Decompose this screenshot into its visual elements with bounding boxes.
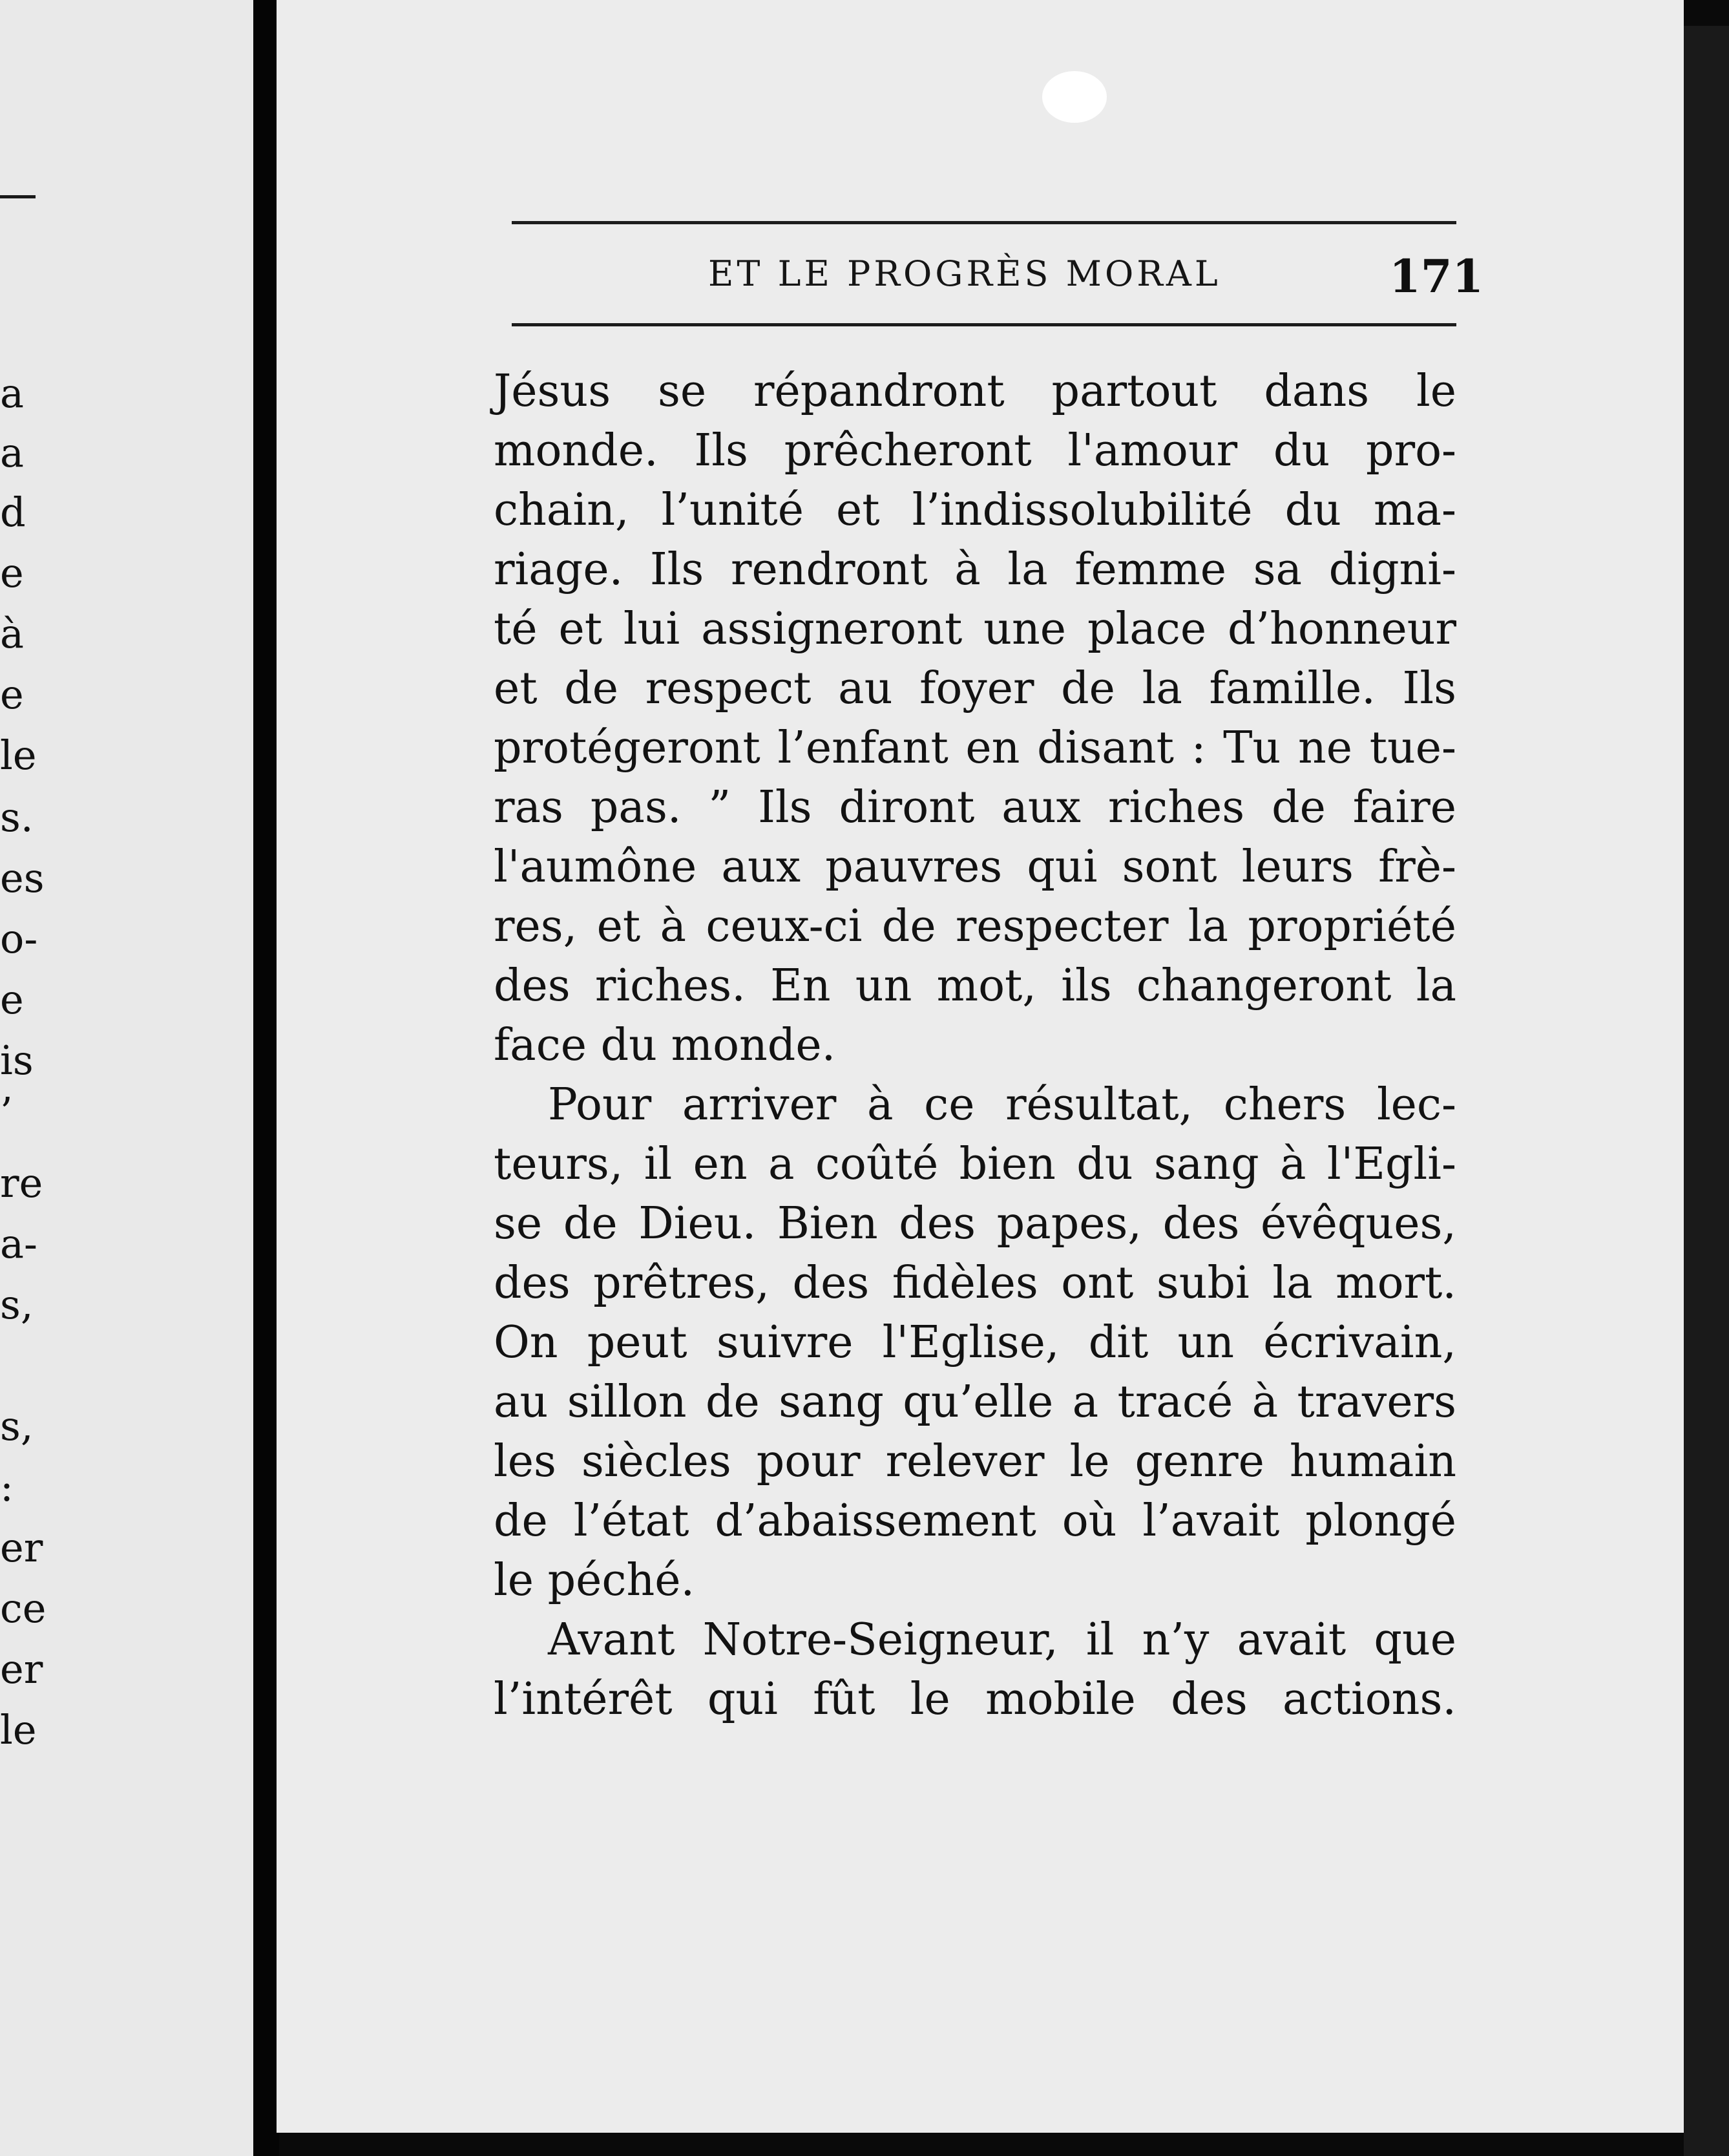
text-line: teurs, il en a coûté bien du sang à l'Egli- [494,1139,1456,1190]
fragment-line: o- [0,915,38,962]
fragment-line: le [0,1706,37,1753]
fragment-line: e [0,976,24,1023]
fragment-line: le [0,732,37,779]
fragment-line: e [0,671,24,718]
paper-damage-spot [1042,71,1107,123]
text-line: des riches. En un mot, ils changeront la [494,960,1456,1011]
header-top-rule [512,221,1456,224]
previous-page-fragment [0,0,275,2156]
fragment-line: is [0,1037,34,1084]
fragment-line: e [0,549,24,597]
text-line: se de Dieu. Bien des papes, des évêques, [494,1198,1456,1249]
header-bottom-rule [512,323,1456,326]
fragment-line: s. [0,794,34,841]
fragment-line: er [0,1645,43,1693]
text-line: les siècles pour relever le genre humain [494,1436,1456,1487]
paragraph-start-line: Pour arriver à ce résultat, chers lec- [548,1079,1456,1130]
text-line: Jésus se répandront partout dans le [494,366,1456,417]
running-title: ET LE PROGRÈS MORAL [708,253,1221,294]
fragment-line: a [0,429,24,476]
text-line: et de respect au foyer de la famille. Ils [494,663,1456,714]
fragment-line: s, [0,1402,34,1450]
text-line: res, et à ceux-ci de respecter la propriété [494,901,1456,952]
text-line: l'aumône aux pauvres qui sont leurs frè- [494,841,1456,893]
fragment-line: ce [0,1585,47,1632]
text-line: le péché. [494,1555,695,1606]
text-line: On peut suivre l'Eglise, dit un écrivain, [494,1317,1456,1368]
text-line: té et lui assigneront une place d’honneur [494,604,1456,655]
fragment-line: er [0,1524,43,1571]
fragment-line: es [0,854,45,902]
text-line: riage. Ils rendront à la femme sa digni- [494,544,1456,595]
fragment-line: d [0,489,26,536]
fragment-line: s, [0,1281,34,1328]
previous-page-text-fragments [0,0,47,2156]
text-line: au sillon de sang qu’elle a tracé à travers [494,1377,1456,1428]
fragment-line: ’ [0,1088,13,1136]
fragment-line: re [0,1159,43,1207]
text-line: monde. Ils prêcheront l'amour du pro- [494,425,1456,476]
text-line: de l’état d’abaissement où l’avait plongé [494,1495,1456,1547]
text-line: l’intérêt qui fût le mobile des actions. [494,1674,1456,1725]
fragment-line: a- [0,1220,37,1267]
text-line: ras pas. ” Ils diront aux riches de faire [494,782,1456,833]
text-line: chain, l’unité et l’indissolubilité du ma- [494,485,1456,536]
paragraph-start-line: Avant Notre-Seigneur, il n’y avait que [548,1614,1456,1665]
page-number: 171 [1389,249,1484,303]
fragment-line: à [0,610,24,657]
book-gutter [253,0,279,2156]
fragment-line: a [0,370,24,417]
book-page [277,0,1684,2133]
fragment-line: : [0,1463,14,1510]
text-line: des prêtres, des fidèles ont subi la mort. [494,1258,1456,1309]
text-line: face du monde. [494,1020,836,1071]
body-text [494,362,1456,1729]
text-line: protégeront l’enfant en disant : Tu ne tue- [494,723,1456,774]
page-edge-shadow [1684,26,1729,2156]
